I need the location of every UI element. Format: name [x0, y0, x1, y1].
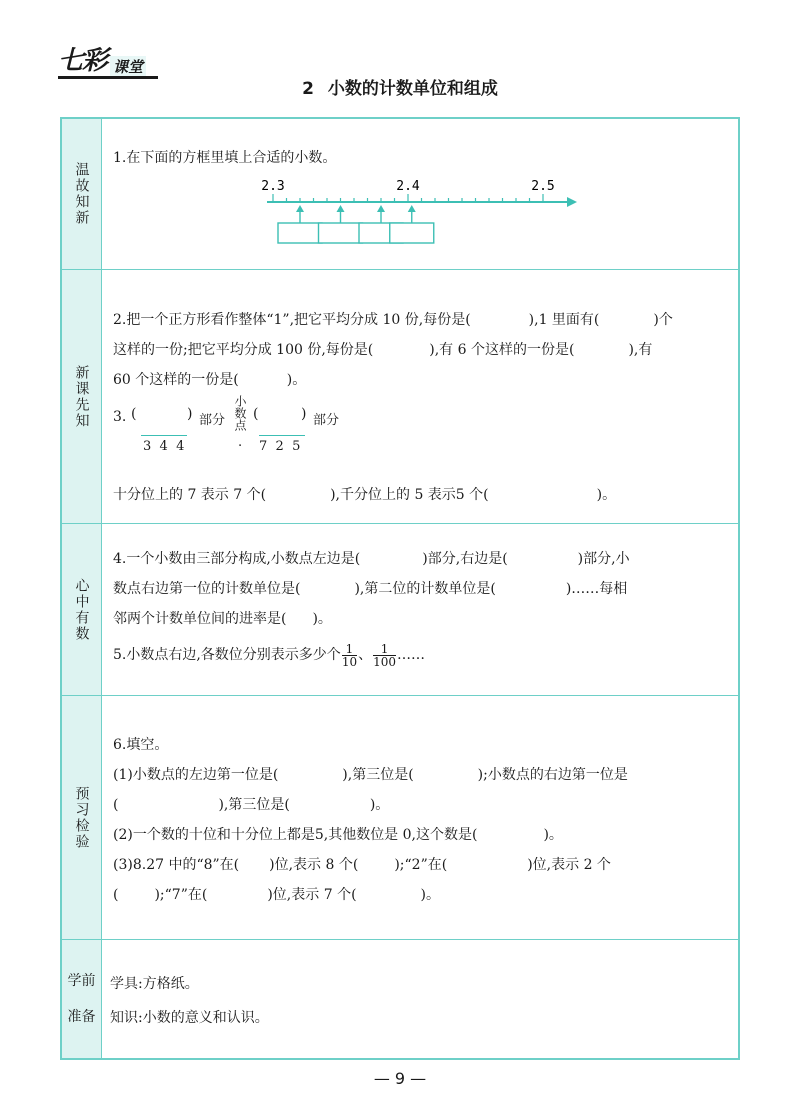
section-label-cell	[62, 940, 102, 1058]
answer-box[interactable]	[278, 205, 322, 243]
section-label-cell	[62, 270, 102, 523]
question-2-line-3: 60 个这样的一份是( )。	[113, 372, 307, 388]
tick-label: 2.4	[396, 179, 420, 194]
decimal-digits: 7 2 5	[259, 439, 301, 454]
question-3-number: 3.	[113, 409, 127, 425]
fraction-one-hundredth: $\frac{1}{100}$	[373, 641, 396, 669]
integer-part-label: 部分	[199, 413, 226, 428]
question-4-line-2: 数点右边第一位的计数单位是( ),第二位的计数单位是( )……每相	[113, 581, 628, 597]
lesson-title: 小数的计数单位和组成	[327, 79, 498, 99]
prep-knowledge: 知识:小数的意义和认识。	[110, 1010, 269, 1026]
logo-main-text: 七彩	[58, 46, 107, 76]
section-label: 新课先知	[73, 364, 90, 429]
integer-part-paren-close: )	[187, 406, 193, 422]
decimal-part-paren-close: )	[301, 406, 307, 422]
question-4-line-1: 4.一个小数由三部分构成,小数点左边是( )部分,右边是( )部分,小	[113, 551, 630, 567]
section-label-cell	[62, 119, 102, 269]
section-label: 心中有数	[73, 577, 90, 642]
question-3-sentence-wrap	[113, 480, 730, 510]
logo-sub-text: 课堂	[110, 56, 146, 77]
question-5: 5.小数点右边,各数位分别表示多少个 $\frac{1}{10}$ 、 $\frac{1}{100}$ ……	[113, 641, 425, 669]
decimal-point-label: 小数点	[233, 395, 247, 431]
question-6-head: 6.填空。	[113, 737, 169, 753]
decimal-part-brace	[259, 435, 305, 436]
question-2-line-2: 这样的一份;把它平均分成 100 份,每份是( ),有 6 个这样的一份是( ),有	[113, 342, 653, 358]
question-3-sentence: 十分位上的 7 表示 7 个( ),千分位上的 5 表示5 个( )。	[113, 487, 617, 503]
tick-label: 2.5	[531, 179, 555, 194]
section-label: 温故知新	[73, 162, 90, 226]
question-6-1-line-1: (1)小数点的左边第一位是( ),第三位是( );小数点的右边第一位是	[113, 767, 628, 783]
page-number: — 9 —	[373, 1069, 427, 1088]
integer-digits: 3 4 4	[143, 439, 185, 454]
question-4-line-3: 邻两个计数单位间的进率是( )。	[113, 611, 332, 627]
number-line-arrowhead	[567, 197, 577, 207]
worksheet-frame	[60, 117, 740, 1060]
brand-logo	[58, 40, 146, 77]
answer-box[interactable]	[319, 205, 363, 243]
question-6-1-line-2: ( ),第三位是( )。	[113, 797, 390, 813]
prep-tools: 学具:方格纸。	[110, 976, 199, 992]
section-preview	[62, 270, 738, 524]
section-label: 预习检验	[73, 785, 90, 850]
number-line-ticks	[273, 194, 543, 202]
section-content	[110, 967, 730, 1035]
section-label: 学前 准备	[67, 973, 96, 1025]
fraction-one-tenth: $\frac{1}{10}$	[341, 641, 358, 669]
question-6-3-line-2: ( );“7”在( )位,表示 7 个( )。	[113, 887, 440, 903]
answer-box[interactable]	[390, 205, 434, 243]
section-label-cell	[62, 524, 102, 695]
question-6-3-line-1: (3)8.27 中的“8”在( )位,表示 8 个( );“2”在( )位,表示 2 个	[113, 857, 611, 873]
section-content	[113, 305, 730, 395]
section-content	[113, 544, 730, 670]
decimal-part-paren-open: (	[253, 406, 259, 422]
tick-label: 2.3	[261, 179, 285, 194]
section-review	[62, 119, 738, 270]
integer-part-paren-open: (	[131, 406, 137, 422]
section-understanding	[62, 524, 738, 696]
section-preparation	[62, 940, 738, 1058]
decimal-point: .	[238, 435, 243, 450]
integer-part-brace	[141, 435, 187, 436]
section-content	[113, 730, 730, 910]
decimal-part-label: 部分	[313, 413, 340, 428]
question-2-line-1: 2.把一个正方形看作整体“1”,把它平均分成 10 份,每份是( ),1 里面有( )个	[113, 312, 673, 328]
section-label-cell	[62, 696, 102, 939]
page-title	[0, 74, 800, 99]
section-content	[113, 143, 730, 173]
decimal-structure-diagram	[113, 395, 413, 465]
lesson-number: 2	[302, 79, 314, 99]
question-6-2: (2)一个数的十位和十分位上都是5,其他数位是 0,这个数是( )。	[113, 827, 563, 843]
number-line	[261, 179, 587, 253]
section-check	[62, 696, 738, 940]
number-line-answer-boxes	[278, 205, 434, 243]
question-1: 1.在下面的方框里填上合适的小数。	[113, 150, 337, 166]
number-line-tick-labels	[261, 179, 554, 194]
